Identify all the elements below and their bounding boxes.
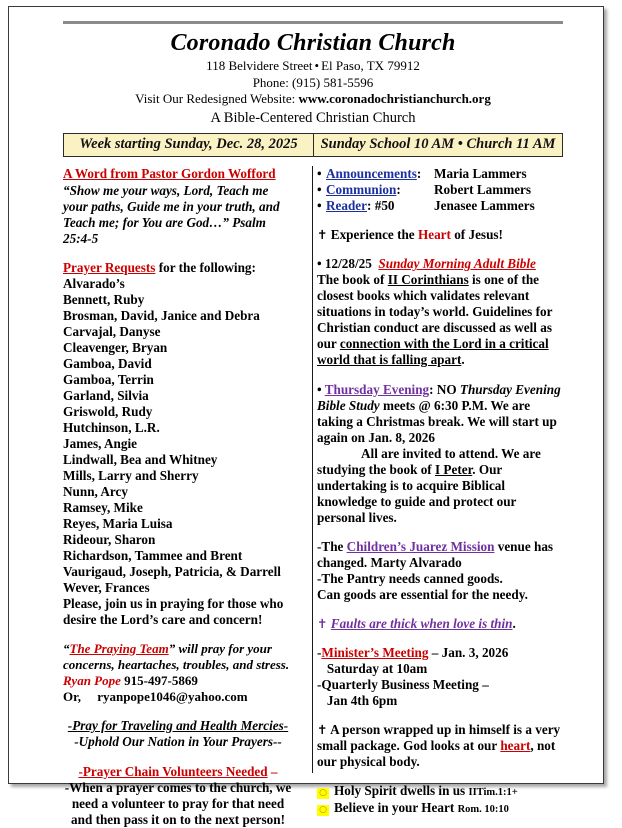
volunteers-text: -When a prayer comes to the church, we need a volunteer to pray for that need and then pass it on to the next person!	[64, 779, 292, 828]
address-separator: •	[314, 58, 320, 74]
pastor-quote: “Show me your ways, Lord, Teach me your paths, Guide me in your truth, and Teach me; for You are God…” Psalm 25:4-5	[63, 182, 280, 246]
quarterly-meeting-line: -Quarterly Business Meeting –	[317, 677, 489, 693]
reader-number: #50	[374, 198, 395, 214]
praying-team-contact-name: Ryan Pope	[63, 672, 121, 688]
bulletin-page	[8, 6, 604, 828]
role-person: Jenasee Lammers	[434, 198, 535, 214]
left-column	[63, 166, 303, 828]
prayer-requests-heading-rest: for the following:	[155, 259, 256, 275]
adult-bible-text-1: The book of	[317, 272, 388, 288]
minister-meeting-time	[317, 661, 563, 677]
prayer-requests-heading	[63, 260, 293, 276]
role-label-link[interactable]: Announcements	[326, 165, 417, 181]
list-item: Gamboa, Terrin	[63, 371, 154, 387]
thursday-para2-a: All are invited to attend. We are studying the book of	[317, 445, 541, 477]
thursday-paragraph-2	[317, 446, 563, 526]
role-colon: :	[396, 182, 401, 197]
banner-services-cell: Sunday School 10 AM • Church 11 AM	[320, 136, 556, 153]
thursday-evening-block	[317, 382, 563, 526]
pastor-word-heading: A Word from Pastor Gordon Wofford	[63, 165, 276, 181]
role-person: Maria Lammers	[434, 165, 527, 181]
list-item: Garland, Silvia	[63, 387, 149, 403]
praying-team-email[interactable]: ryanpope1046@yahoo.com	[97, 688, 248, 704]
thursday-paragraph-1	[317, 382, 563, 446]
adult-bible-date: • 12/28/25	[317, 256, 372, 272]
circle-bullet-icon: ○	[317, 805, 329, 816]
cross-icon: ✝	[317, 615, 328, 631]
list-item: Cleavenger, Bryan	[63, 339, 168, 355]
list-item: Vaurigaud, Joseph, Patricia, & Darrell	[63, 564, 281, 580]
scripture-text: Believe in your Heart	[334, 799, 455, 815]
list-item: Wever, Frances	[63, 580, 150, 596]
list-item: James, Angie	[63, 435, 137, 451]
adult-bible-text-2: is one of the closest books which validates relevant situations in today’s world. Guidelines for Christian conduct are discussed as well as our	[317, 272, 553, 352]
website-label: Visit Our Redesigned Website:	[135, 91, 296, 107]
bullet-icon: •	[317, 165, 322, 181]
scripture-reference: Rom. 10:10	[457, 803, 509, 815]
cross-icon: ✝	[317, 227, 328, 243]
volunteers-block	[63, 764, 293, 828]
experience-heart-line	[317, 227, 563, 243]
list-item	[317, 166, 563, 182]
top-rule-divider	[63, 21, 563, 24]
list-item: Rideour, Sharon	[63, 532, 156, 548]
list-item: Richardson, Tammee and Brent	[63, 548, 243, 564]
volunteers-heading-dash: –	[267, 763, 278, 779]
bulletin-sheet	[63, 21, 563, 828]
list-item	[317, 182, 563, 198]
thursday-rest: meets @ 6:30 P.M. We are taking a Christmas break. We will start up again on Jan. 8, 2026	[317, 397, 557, 445]
thursday-study-name: Thursday Evening Bible Study	[317, 381, 561, 413]
wrapped-heart-word: heart	[500, 738, 531, 754]
experience-heart-word: Heart	[417, 227, 451, 243]
bullet-icon: •	[317, 182, 322, 197]
praying-team-link[interactable]: The Praying Team	[69, 640, 169, 656]
prayer-closing-text: Please, join us in praying for those who desire the Lord’s care and concern!	[63, 596, 284, 628]
role-colon: :	[367, 198, 372, 214]
service-roles-list	[317, 166, 563, 214]
experience-text-pre: Experience the	[330, 227, 418, 243]
list-item: Alvarado’s	[63, 275, 125, 291]
thursday-evening-link[interactable]: Thursday Evening	[324, 381, 430, 397]
juarez-mission-block	[317, 539, 563, 603]
travel-mercies-line: -Pray for Traveling and Health Mercies-	[67, 717, 289, 733]
prayer-name-list	[63, 276, 293, 597]
praying-team-block	[63, 641, 293, 705]
list-item: Carvajal, Danyse	[63, 323, 161, 339]
list-item	[317, 198, 563, 214]
right-column	[303, 166, 563, 828]
bullet-icon: •	[317, 198, 322, 214]
thursday-no: NO	[436, 381, 457, 397]
list-item: Hutchinson, L.R.	[63, 419, 160, 435]
minister-meeting-link[interactable]: Minister’s Meeting	[321, 645, 429, 660]
praying-team-phone: 915-497-5869	[124, 672, 198, 688]
list-item: Mills, Larry and Sherry	[63, 468, 199, 483]
thursday-book: I Peter	[435, 461, 473, 477]
adult-bible-text-3: connection with the Lord in a critical world that is falling apart	[317, 336, 549, 368]
list-item: Nunn, Arcy	[63, 484, 128, 500]
minister-meeting-line: -Minister’s Meeting – Jan. 3, 2026	[317, 645, 509, 660]
list-item: Bennett, Ruby	[63, 291, 145, 307]
prayer-requests-link[interactable]: Prayer Requests	[63, 259, 156, 275]
meetings-block	[317, 645, 563, 709]
circle-bullet-icon: ○	[317, 788, 329, 799]
faults-quote-period: .	[512, 615, 516, 631]
scripture-reference: IITim.1:1+	[468, 787, 518, 799]
list-item: Ramsey, Mike	[63, 500, 143, 516]
praying-team-or: Or,	[63, 688, 81, 704]
thursday-para2-b: . Our undertaking is to acquire Biblical knowledge to guide and protect our personal lives.	[317, 461, 517, 525]
juarez-post: venue has changed. Marty Alvarado	[317, 538, 554, 570]
pantry-line-2: Can goods are essential for the needy.	[317, 586, 528, 602]
list-item	[317, 783, 563, 800]
praying-team-email-line	[63, 689, 293, 705]
quarterly-meeting-time	[317, 693, 563, 709]
travel-mercies-block	[63, 718, 293, 751]
role-colon: :	[416, 165, 422, 181]
address-line	[63, 58, 563, 75]
volunteers-heading-link[interactable]: -Prayer Chain Volunteers Needed	[78, 763, 268, 779]
adult-bible-text-4: .	[461, 352, 465, 368]
wrapped-up-block	[317, 722, 563, 770]
adult-bible-body	[317, 272, 563, 368]
wrapped-text-1: A person wrapped up in himself is a very small package. God looks at our	[317, 722, 561, 754]
praying-team-text: will pray for your concerns, heartaches, troubles, and stress.	[63, 640, 290, 672]
faults-quote-text: Faults are thick when love is thin	[330, 615, 513, 631]
page-title: Coronado Christian Church	[170, 30, 456, 56]
adult-bible-block	[317, 256, 563, 368]
column-divider	[312, 166, 313, 773]
role-person: Robert Lammers	[434, 182, 532, 197]
adult-bible-title-row	[317, 256, 563, 272]
role-label-link[interactable]: Communion	[326, 182, 397, 197]
website-url[interactable]: www.coronadochristianchurch.org	[298, 91, 491, 107]
wrapped-text-2: , not our physical body.	[317, 738, 556, 770]
minister-meeting-time-text: Saturday at 10am	[326, 661, 428, 677]
bullet-icon: •	[317, 381, 322, 397]
list-item: Gamboa, David	[63, 355, 152, 371]
street-address: 118 Belvidere Street	[206, 58, 313, 74]
experience-text-post: of Jesus!	[450, 227, 503, 243]
content-columns	[63, 166, 563, 828]
juarez-mission-line	[317, 539, 563, 571]
juarez-mission-link[interactable]: Children’s Juarez Mission	[346, 538, 495, 554]
list-item: Reyes, Maria Luisa	[63, 516, 173, 532]
banner-week-cell: Week starting Sunday, Dec. 28, 2025	[64, 134, 314, 156]
faults-quote-line	[317, 616, 563, 632]
phone-line: Phone: (915) 581-5596	[252, 74, 374, 90]
uphold-nation-line: -Uphold Our Nation in Your Prayers--	[74, 734, 282, 750]
praying-team-line-1: “The Praying Team” will pray for your concerns, heartaches, troubles, and stress. Ryan Pope 915-497-5869	[63, 640, 290, 688]
scripture-text: Holy Spirit dwells in us	[334, 783, 466, 799]
adult-bible-title-link[interactable]: Sunday Morning Adult Bible	[378, 256, 536, 272]
adult-bible-book: II Corinthians	[387, 272, 469, 288]
service-banner	[63, 133, 563, 157]
website-line	[63, 91, 563, 108]
city-state-zip: El Paso, TX 79912	[321, 58, 420, 74]
quarterly-meeting-time-text: Jan 4th 6pm	[326, 693, 398, 709]
scripture-bullets-block	[317, 783, 563, 816]
minister-meeting-date: – Jan. 3, 2026	[428, 645, 509, 660]
juarez-pre: -The	[317, 538, 347, 554]
list-item: Griswold, Rudy	[63, 403, 153, 419]
thursday-colon: :	[429, 381, 437, 397]
pantry-line-1: -The Pantry needs canned goods.	[317, 570, 503, 586]
tagline: A Bible-Centered Christian Church	[210, 110, 416, 127]
cross-icon: ✝	[317, 722, 328, 738]
list-item: Lindwall, Bea and Whitney	[63, 451, 218, 467]
list-item: Brosman, David, Janice and Debra	[63, 307, 260, 323]
volunteers-heading-row	[63, 764, 293, 780]
list-item	[317, 800, 563, 817]
role-label-link[interactable]: Reader	[326, 198, 368, 214]
